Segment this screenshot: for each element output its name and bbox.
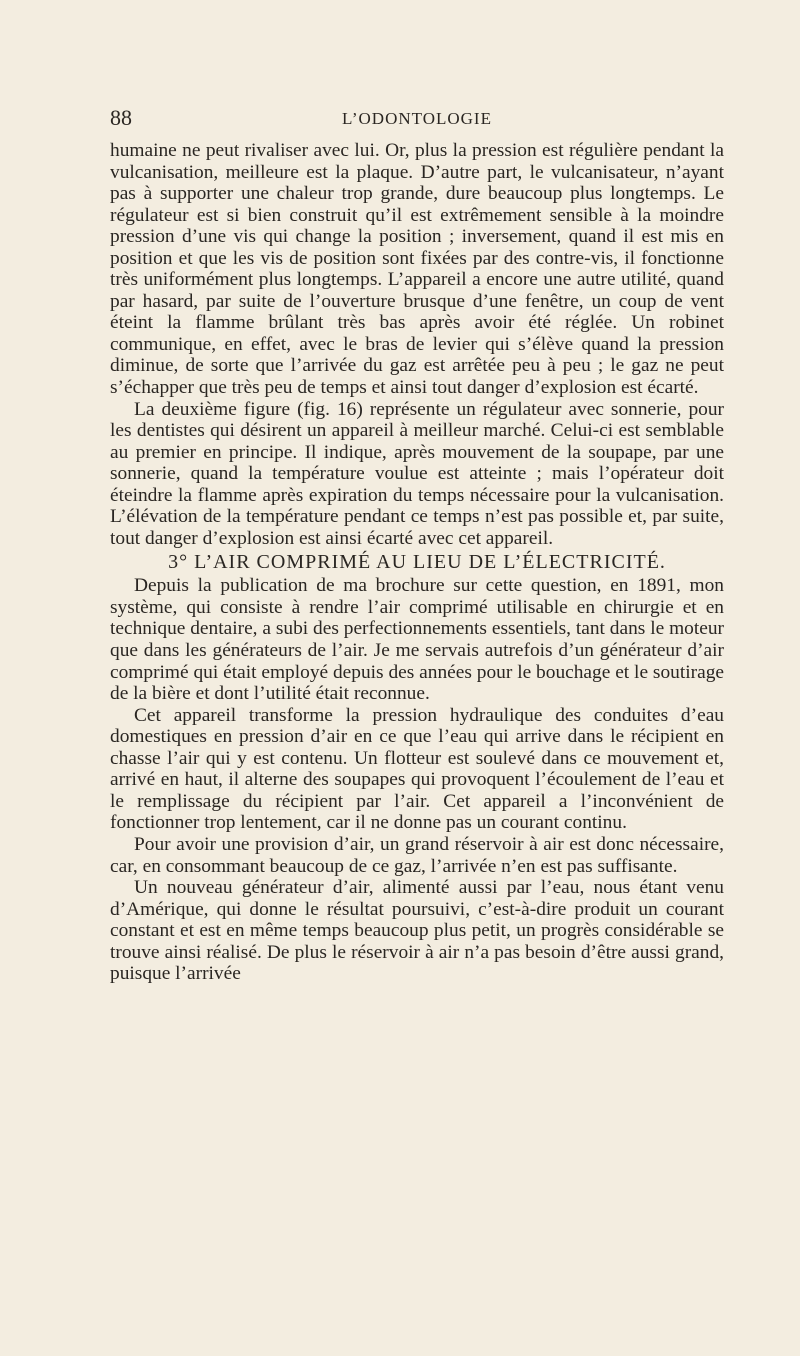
paragraph: Pour avoir une provision d’air, un grand réservoir à air est donc nécessaire, car, en consommant beaucoup de ce gaz, l’arrivée n’en est pas suffisante. — [110, 833, 724, 877]
section-heading: 3° L’AIR COMPRIMÉ AU LIEU DE L’ÉLECTRICITÉ. — [168, 551, 666, 574]
running-head — [110, 105, 724, 131]
paragraph: Depuis la publication de ma brochure sur cette question, en 1891, mon système, qui consiste à rendre l’air comprimé utilisable en chirurgie et en technique dentaire, a subi des perfectionnements essentiels, tant dans le moteur que dans les générateurs de l’air. Je me servais autrefois d’un générateur d’air comprimé qui était employé depuis des années pour le bouchage et le soutirage de la bière et dont l’utilité était reconnue. — [110, 575, 724, 705]
body-text — [110, 140, 724, 985]
paragraph: humaine ne peut rivaliser avec lui. Or, plus la pression est régulière pendant la vulcanisation, meilleure est la plaque. D’autre part, le vulcanisateur, n’ayant pas à supporter une chaleur trop grande, dure beaucoup plus longtemps. Le régulateur est si bien construit qu’il est extrêmement sensible à la moindre pression d’une vis qui change la position ; inversement, quand il est mis en position et que les vis de position sont fixées par des contre-vis, il fonctionne très uniformément plus longtemps. L’appareil a encore une autre utilité, quand par hasard, par suite de l’ouverture brusque d’une fenêtre, un coup de vent éteint la flamme brûlant très bas après avoir été réglée. Un robinet communique, en effet, avec le bras de levier qui s’élève quand la pression diminue, de sorte que l’arrivée du gaz est arrêtée peu à peu ; le gaz ne peut s’échapper que très peu de temps et ainsi tout danger d’explosion est écarté. — [110, 140, 724, 399]
journal-title: L’ODONTOLOGIE — [342, 109, 492, 128]
page-number: 88 — [110, 105, 132, 130]
paragraph: Cet appareil transforme la pression hydraulique des conduites d’eau domestiques en pression d’air en ce que l’eau qui arrive dans le récipient en chasse l’air qui y est contenu. Un flotteur est soulevé dans ce mouvement et, arrivé en haut, il alterne des soupapes qui provoquent l’écoulement de l’eau et le remplissage du récipient par l’air. Cet appareil a l’inconvénient de fonctionner trop lentement, car il ne donne pas un courant continu. — [110, 704, 724, 834]
paragraph: La deuxième figure (fig. 16) représente un régulateur avec sonnerie, pour les dentistes qui désirent un appareil à meilleur marché. Celui-ci est semblable au premier en principe. Il indique, après mouvement de la soupape, par une sonnerie, quand la température voulue est atteinte ; mais l’opérateur doit éteindre la flamme après expiration du temps nécessaire pour la vulcanisation. L’élévation de la température pendant ce temps n’est pas possible et, par suite, tout danger d’explosion est ainsi écarté avec cet appareil. — [110, 398, 724, 549]
paragraph: Un nouveau générateur d’air, alimenté aussi par l’eau, nous étant venu d’Amérique, qui donne le résultat poursuivi, c’est-à-dire produit un courant constant et est en même temps beaucoup plus petit, un progrès considérable se trouve ainsi réalisé. De plus le réservoir à air n’a pas besoin d’être aussi grand, puisque l’arrivée — [110, 877, 724, 985]
